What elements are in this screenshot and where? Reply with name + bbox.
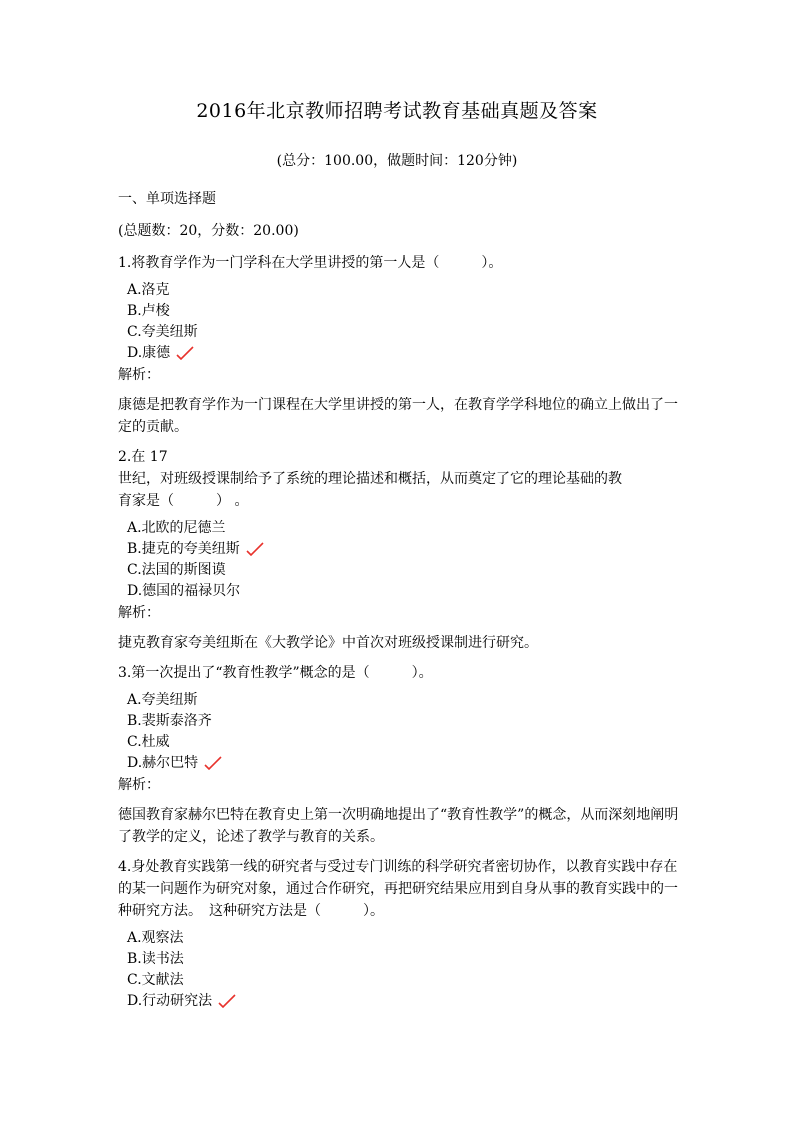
question-stem: 3.第一次提出了“教育性教学”概念的是（ ）。 <box>118 665 433 681</box>
section-info: (总题数：20，分数：20.00) <box>118 223 299 239</box>
option-label: A.北欧的尼德兰 <box>127 520 226 536</box>
document-content <box>118 188 683 1012</box>
correct-check-icon <box>204 756 222 770</box>
option-a <box>118 928 683 949</box>
option-b <box>118 539 683 560</box>
option-label: C.法国的斯图谟 <box>127 562 226 578</box>
option-label: C.文献法 <box>127 972 184 988</box>
question-1 <box>118 252 683 438</box>
document-title: 2016年北京教师招聘考试教育基础真题及答案 <box>196 100 598 122</box>
explanation-label: 解析： <box>118 367 160 383</box>
option-d <box>118 991 683 1012</box>
option-d <box>118 343 683 364</box>
option-a <box>118 518 683 539</box>
exam-meta: (总分：100.00，做题时间：120分钟) <box>276 153 518 169</box>
option-label: D.行动研究法 <box>127 993 213 1009</box>
option-label: D.康德 <box>127 345 171 361</box>
question-stem: 4.身处教育实践第一线的研究者与受过专门训练的科学研究者密切协作，以教育实践中存在的某一问题作为研究对象，通过合作研究，再把研究结果应用到自身从事的教育实践中的一 种研究方法。 这种研究方法是（ ）。 <box>118 859 678 919</box>
question-4 <box>118 856 683 1012</box>
correct-check-icon <box>218 994 236 1008</box>
option-label: B.读书法 <box>127 951 184 967</box>
option-c <box>118 970 683 991</box>
section-title: 一、单项选择题 <box>118 191 216 207</box>
explanation-text: 康德是把教育学作为一门课程在大学里讲授的第一人，在教育学学科地位的确立上做出了一定的贡献。 <box>118 397 678 435</box>
option-a <box>118 690 683 711</box>
question-3 <box>118 662 683 848</box>
explanation-label: 解析： <box>118 605 160 621</box>
option-c <box>118 560 683 581</box>
option-b <box>118 301 683 322</box>
option-label: C.杜威 <box>127 734 170 750</box>
question-stem-line: 2.在 17 <box>118 449 168 465</box>
option-label: A.夸美纽斯 <box>127 692 198 708</box>
option-label: B.裴斯泰洛齐 <box>127 713 212 729</box>
option-c <box>118 732 683 753</box>
option-label: A.洛克 <box>127 282 170 298</box>
explanation-text: 德国教育家赫尔巴特在教育史上第一次明确地提出了“教育性教学”的概念，从而深刻地阐明了教学的定义，论述了教学与教育的关系。 <box>118 807 679 845</box>
question-2 <box>118 446 683 654</box>
question-stem: 1.将教育学作为一门学科在大学里讲授的第一人是（ ）。 <box>118 255 503 271</box>
option-label: D.德国的福禄贝尔 <box>127 583 241 599</box>
correct-check-icon <box>176 346 194 360</box>
correct-check-icon <box>246 542 264 556</box>
option-label: D.赫尔巴特 <box>127 755 199 771</box>
question-stem-line: 育家是（ ） 。 <box>118 493 249 509</box>
explanation-label: 解析： <box>118 777 160 793</box>
question-stem-line: 世纪，对班级授课制给予了系统的理论描述和概括，从而奠定了它的理论基础的教 <box>118 471 622 487</box>
option-label: B.卢梭 <box>127 303 170 319</box>
option-c <box>118 322 683 343</box>
option-label: A.观察法 <box>127 930 184 946</box>
option-d <box>118 581 683 602</box>
option-b <box>118 949 683 970</box>
option-d <box>118 753 683 774</box>
option-label: B.捷克的夸美纽斯 <box>127 541 240 557</box>
option-b <box>118 711 683 732</box>
option-a <box>118 280 683 301</box>
option-label: C.夸美纽斯 <box>127 324 198 340</box>
explanation-text: 捷克教育家夸美纽斯在《大教学论》中首次对班级授课制进行研究。 <box>118 635 538 651</box>
